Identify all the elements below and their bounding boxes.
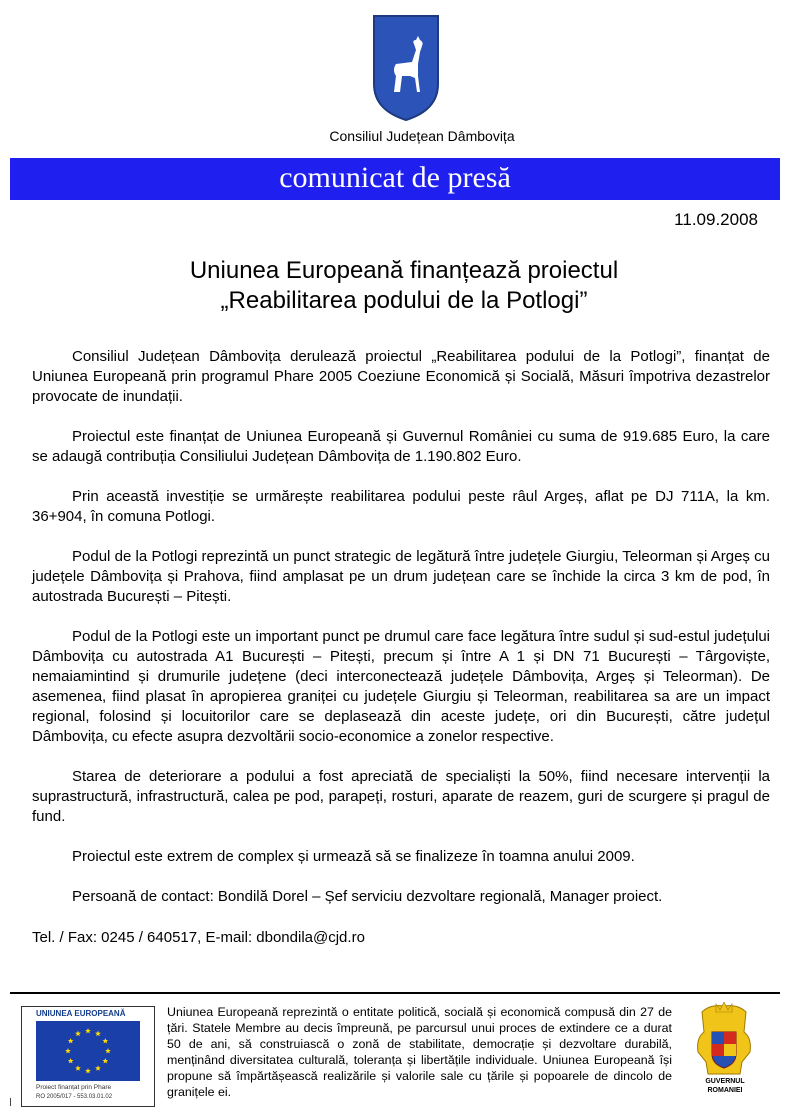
paragraph: Consiliul Județean Dâmbovița derulează proiectul „Reabilitarea podului de la Potlogi”, finanțat de Uniunea Europeană prin programul Phare 2005 Coeziune Economică și Socială, Măsuri împotriva dezastrelor provocate de inundații. bbox=[32, 348, 770, 405]
government-label-line2: ROMANIEI bbox=[707, 1087, 743, 1094]
contact-person: Persoană de contact: Bondilă Dorel – Șef serviciu dezvoltare regională, Manager proiect. bbox=[72, 888, 663, 905]
paragraph: Podul de la Potlogi reprezintă un punct strategic de legătură între județele Giurgiu, Teleorman și Argeș cu județele Dâmbovița și Prahova, fiind amplasat pe un drum județean care se închide la circa 3 km de pod, în autostrada București – Pitești. bbox=[32, 548, 770, 605]
banner-text: comunicat de presă bbox=[279, 161, 511, 194]
eu-description: Uniunea Europeană reprezintă o entitate politică, socială și economică compusă din 27 de țări. Statele Membre au decis împreună, pe parcursul unui proces de extindere ce a durat 50 de ani, să construiască o zonă de stabilitate, democrație și dezvoltare durabilă, menținând diversitatea culturală, toleranța și libertățile individuale. Uniunea Europeană își propune să împărtășească realizările și valorile sale cu țările și popoarele de dincolo de granițele ei. bbox=[167, 1005, 672, 1099]
eu-logo bbox=[21, 1006, 155, 1107]
eu-logo-code: RO 2005/017 - 553.03.01.02 bbox=[36, 1094, 113, 1100]
paragraph: Podul de la Potlogi este un important punct pe drumul care face legătura între sudul și sud-estul județului Dâmbovița cu autostrada A1 București – Pitești, precum și între A 1 și DN 71 București – Târgoviște, nemaiamintind și drumurile județene (deci interconectează județele Dâmbovița, Argeș și Teleorman). De asemenea, fiind plasat în apropierea graniței cu județele Giurgiu și Teleorman, reabilitarea sa are un impact regional, folosind și locuitorilor care se deplasează din aceste județe, ori din București, către județul Dâmbovița, cu efecte asupra dezvoltării socio-economice a zonelor respective. bbox=[32, 628, 770, 745]
paragraph: Starea de deteriorare a podului a fost apreciată de specialiști la 50%, fiind necesare intervenții la suprastructură, infrastructură, calea pe pod, parapeți, rosturi, aparate de reazem, guri de scurgere și pragul de fund. bbox=[32, 768, 770, 825]
government-label bbox=[680, 1077, 770, 1095]
title-line-2: „Reabilitarea podului de la Potlogi” bbox=[220, 287, 588, 314]
margin-mark bbox=[10, 1098, 11, 1106]
paragraph: Proiectul este extrem de complex și urmează să se finalizeze în toamna anului 2009. bbox=[72, 848, 635, 865]
paragraph: Proiectul este finanțat de Uniunea Europeană și Guvernul României cu suma de 919.685 Euro, la care se adaugă contribuția Consiliului Județean Dâmbovița de 1.190.802 Euro. bbox=[32, 428, 770, 465]
dambovita-crest-logo bbox=[372, 14, 440, 122]
release-date: 11.09.2008 bbox=[674, 210, 758, 229]
eu-logo-title: UNIUNEA EUROPEANĂ bbox=[36, 1009, 126, 1018]
title-line-1: Uniunea Europeană finanțează proiectul bbox=[189, 257, 619, 284]
government-label-line1: GUVERNUL bbox=[705, 1078, 745, 1085]
eu-flag-icon bbox=[36, 1021, 140, 1081]
contact-phone-email: Tel. / Fax: 0245 / 640517, E-mail: dbondila@cjd.ro bbox=[32, 929, 365, 946]
paragraph: Prin această investiție se urmărește reabilitarea podului peste râul Argeș, aflat pe DJ 711A, la km. 36+904, în comuna Potlogi. bbox=[32, 488, 770, 525]
press-release-banner bbox=[10, 158, 780, 200]
footer-divider bbox=[10, 992, 780, 994]
eu-logo-caption: Proiect finanțat prin Phare bbox=[36, 1084, 112, 1091]
article-title bbox=[0, 256, 794, 316]
council-name: Consiliul Județean Dâmbovița bbox=[329, 128, 515, 144]
article-body bbox=[32, 347, 770, 907]
